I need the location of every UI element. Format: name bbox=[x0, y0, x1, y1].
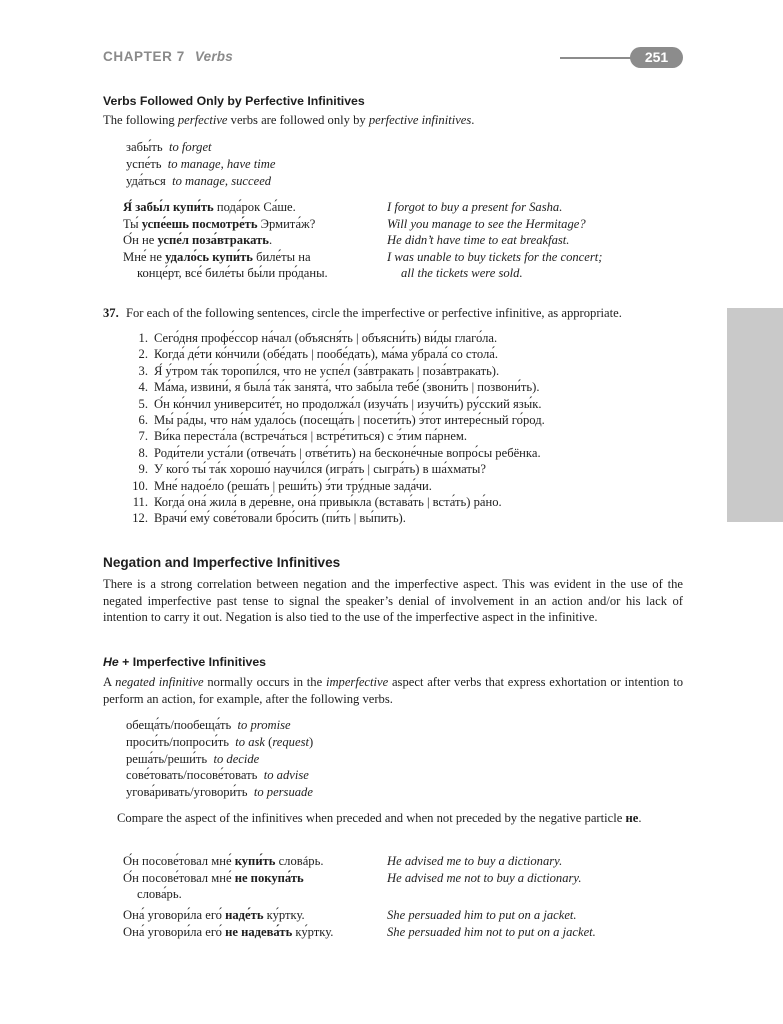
list-item: угова́ривать/уговори́ть to persuade bbox=[126, 785, 313, 800]
exercise-item: 11. Когда́ она́ жила́ в дере́вне, она́ привы́кла (встава́ть | вста́ть) ра́но. bbox=[132, 494, 502, 509]
example-ru: О́н не успе́л поза́втракать. bbox=[123, 233, 273, 248]
exercise-item: 9. У кого́ ты́ та́к хорошо́ научи́лся (игра́ть | сыгра́ть) в ша́хматы? bbox=[138, 462, 486, 477]
example-ru: О́н посове́товал мне́ не покупа́ть bbox=[123, 870, 304, 885]
example-en: He didn’t have time to eat breakfast. bbox=[387, 233, 570, 248]
example-en: She persuaded him not to put on a jacket. bbox=[387, 924, 596, 939]
example-ru: Ты́ успе́ешь посмотре́ть Эрмита́ж? bbox=[123, 216, 316, 231]
example-en: Will you manage to see the Hermitage? bbox=[387, 216, 586, 231]
list-item: сове́товать/посове́товать to advise bbox=[126, 768, 309, 783]
exercise-item: 3. Я́ у́тром та́к торопи́лся, что не успе́л (за́втракать | поза́втракать). bbox=[138, 363, 500, 378]
chapter-label: CHAPTER 7 bbox=[103, 49, 185, 64]
section1-intro: The following perfective verbs are followed only by perfective infinitives. bbox=[103, 113, 475, 127]
examples-russian-2 bbox=[123, 853, 385, 903]
example-ru: Я́ забы́л купи́ть пода́рок Са́ше. bbox=[123, 200, 296, 214]
section2-paragraph: There is a strong correlation between negation and the imperfective aspect. This was evident in the use of the negated imperfective past tense to signal the speaker’s denial of involvement in an action and/or his lack of intention to carry it out. Negation is also tied to the use of the imperfective aspect in the infinitive. bbox=[103, 577, 683, 625]
list-item: уда́ться to manage, succeed bbox=[126, 173, 272, 188]
example-en: She persuaded him to put on a jacket. bbox=[387, 908, 577, 922]
header-rule bbox=[560, 57, 640, 59]
examples-english-1 bbox=[387, 199, 687, 282]
compare-paragraph: Compare the aspect of the infinitives when preceded and when not preceded by the negative particle не. bbox=[117, 811, 642, 825]
list-item: забы́ть to forget bbox=[126, 140, 212, 154]
list-item: реша́ть/реши́ть to decide bbox=[126, 751, 260, 766]
page-number: 251 bbox=[630, 47, 683, 68]
chapter-header bbox=[103, 49, 233, 66]
chapter-topic: Verbs bbox=[194, 49, 233, 64]
exercise-item: 4. Ма́ма, извини́, я была́ та́к занята́, что забы́ла тебе́ (звони́ть | позвони́ть). bbox=[138, 380, 540, 395]
example-en: He advised me not to buy a dictionary. bbox=[387, 870, 582, 885]
section-heading-perfective: Verbs Followed Only by Perfective Infinitives bbox=[103, 94, 365, 108]
example-en-cont: all the tickets were sold. bbox=[401, 266, 523, 281]
example-en: He advised me to buy a dictionary. bbox=[387, 854, 563, 868]
example-ru: Она́ уговори́ла его́ наде́ть ку́ртку. bbox=[123, 908, 305, 922]
exercise-number: 37. bbox=[103, 306, 119, 320]
exercise-item: 2. Когда́ де́ти ко́нчили (обе́дать | пообе́дать), ма́ма убрала́ со стола́. bbox=[138, 347, 498, 362]
example-ru: Мне́ не удало́сь купи́ть биле́ты на bbox=[123, 249, 311, 264]
perfective-verb-list bbox=[126, 139, 275, 189]
examples-russian-3 bbox=[123, 907, 385, 940]
example-en: I was unable to buy tickets for the concert; bbox=[387, 249, 603, 264]
exercise-item: 10. Мне́ надое́ло (реша́ть | реши́ть) э́ти тру́дные зада́чи. bbox=[132, 478, 432, 493]
exercise-item: 7. Ви́ка переста́ла (встреча́ться | встре́титься) с э́тим па́рнем. bbox=[138, 429, 468, 444]
section-heading-ne-imperfective: Не + Imperfective Infinitives bbox=[103, 655, 267, 669]
example-ru: Она́ уговори́ла его́ не надева́ть ку́ртку. bbox=[123, 924, 334, 939]
list-item: обеща́ть/пообеща́ть to promise bbox=[126, 718, 291, 732]
exercise-item: 8. Роди́тели уста́ли (отвеча́ть | отве́тить) на бесконе́чные вопро́сы ребёнка. bbox=[138, 445, 541, 460]
example-ru-cont: слова́рь. bbox=[137, 887, 182, 902]
side-thumb-tab bbox=[727, 308, 783, 522]
list-item: проси́ть/попроси́ть to ask (request) bbox=[126, 734, 314, 749]
example-en: I forgot to buy a present for Sasha. bbox=[387, 200, 563, 214]
examples-russian-1 bbox=[123, 199, 385, 282]
exercise-item: 12. Врачи́ ему́ сове́товали бро́сить (пи́ть | вы́пить). bbox=[132, 511, 406, 526]
list-item: успе́ть to manage, have time bbox=[126, 156, 276, 171]
exercise-item: 1. Сего́дня профе́ссор на́чал (объясня́ть | объясни́ть) ви́ды глаго́ла. bbox=[138, 331, 498, 345]
exercise-item: 6. Мы́ ра́ды, что на́м удало́сь (посеща́ть | посети́ть) э́тот интере́сный го́род. bbox=[138, 412, 545, 427]
exercise-item: 5. О́н ко́нчил университе́т, но продолжа́л (изуча́ть | изучи́ть) ру́сский язы́к. bbox=[138, 396, 542, 411]
section3-paragraph: A negated infinitive normally occurs in the imperfective aspect after verbs that express exhortation or intention to perform an action, for example, after the following verbs. bbox=[103, 675, 683, 706]
exhortation-verb-list bbox=[126, 717, 313, 801]
exercise-instruction: For each of the following sentences, circle the imperfective or perfective infinitive, as appropriate. bbox=[126, 306, 622, 320]
examples-english-2 bbox=[387, 853, 687, 886]
example-ru: О́н посове́товал мне́ купи́ть словáрь. bbox=[123, 854, 324, 868]
exercise-item-list bbox=[124, 330, 545, 527]
section-heading-negation: Negation and Imperfective Infinitives bbox=[103, 555, 341, 570]
example-ru-cont: конце́рт, все́ биле́ты бы́ли про́даны. bbox=[137, 266, 328, 281]
examples-english-3 bbox=[387, 907, 687, 940]
